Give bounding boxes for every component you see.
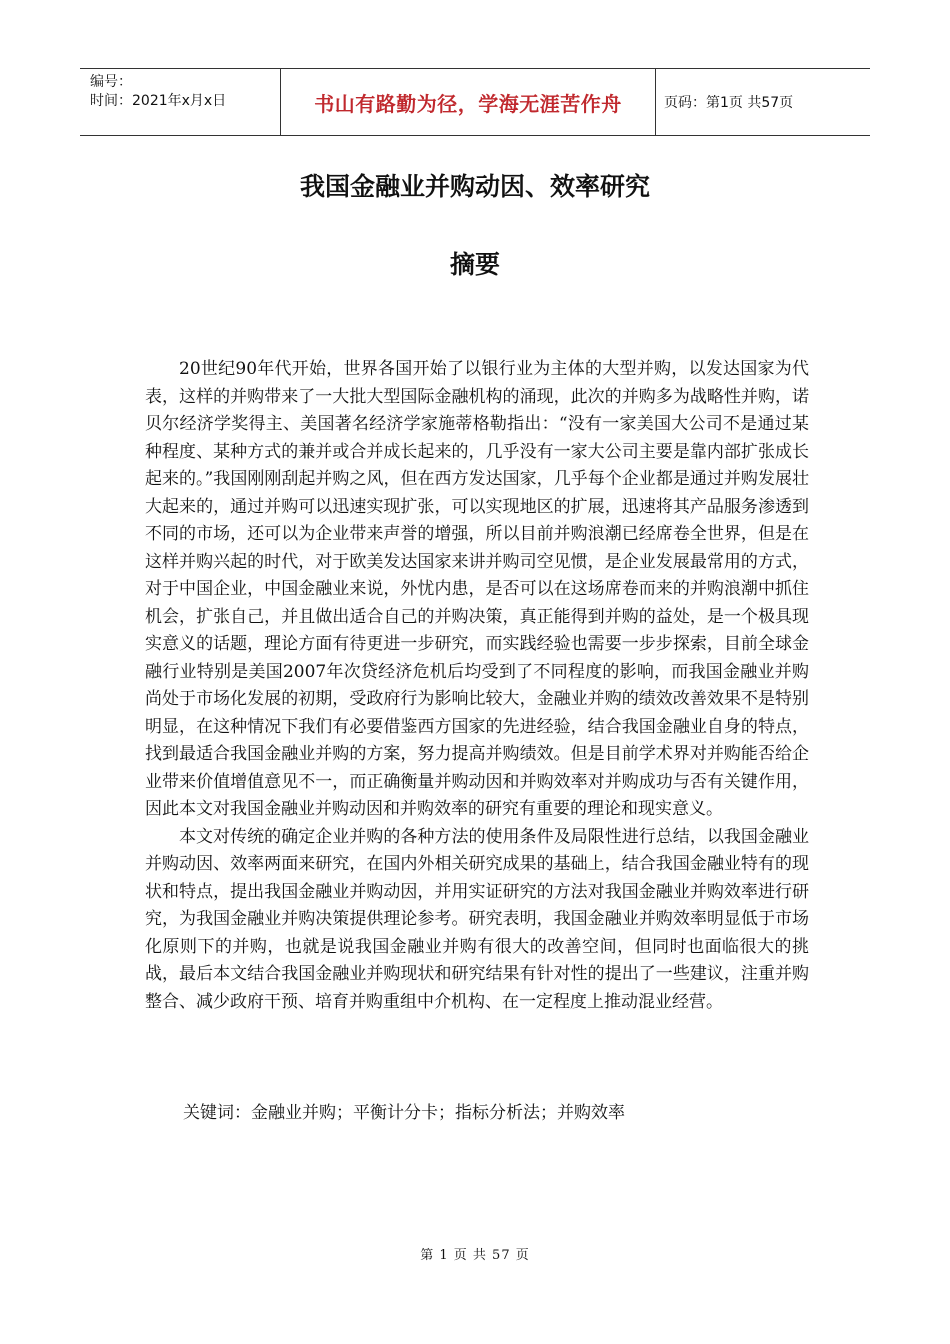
header-page-info: 页码：第1页 共57页 xyxy=(664,95,794,111)
document-title: 我国金融业并购动因、效率研究 xyxy=(299,172,650,201)
abstract-paragraph-1: 20世纪90年代开始，世界各国开始了以银行业为主体的大型并购，以发达国家为代表，这样的并购带来了一大批大型国际金融机构的涌现，此次的并购多为战略性并购，诺贝尔经济学奖得主、美国著名经济学家施蒂格勒指出：“没有一家美国大公司不是通过某种程度、某种方式的兼并或合并成长起来的，几乎没有一家大公司主要是靠内部扩张成长起来的。”我国刚刚刮起并购之风，但在西方发达国家，几乎每个企业都是通过并购发展壮大起来的，通过并购可以迅速实现扩张，可以实现地区的扩展，迅速将其产品服务渗透到不同的市场，还可以为企业带来声誉的增强，所以目前并购浪潮已经席卷全世界，但是在这样并购兴起的时代，对于欧美发达国家来讲并购司空见惯，是企业发展最常用的方式，对于中国企业，中国金融业来说，外忧内患，是否可以在这场席卷而来的并购浪潮中抓住机会，扩张自己，并且做出适合自己的并购决策，真正能得到并购的益处，是一个极具现实意义的话题，理论方面有待更进一步研究，而实践经验也需要一步步探索，目前全球金融行业特别是美国2007年次贷经济危机后均受到了不同程度的影响，而我国金融业并购尚处于市场化发展的初期，受政府行为影响比较大，金融业并购的绩效改善效果不是特别明显，在这种情况下我们有必要借鉴西方国家的先进经验，结合我国金融业自身的特点，找到最适合我国金融业并购的方案，努力提高并购绩效。但是目前学术界对并购能否给企业带来价值增值意见不一，而正确衡量并购动因和并购效率对并购成功与否有关键作用，因此本文对我国金融业并购动因和并购效率的研究有重要的理论和现实意义。 xyxy=(145,359,809,819)
date-label: 时间：2021年x月x日 xyxy=(90,93,227,109)
page-footer: 第 1 页 共 57 页 xyxy=(420,1248,530,1263)
header-meta xyxy=(80,69,281,135)
header-motto-cell xyxy=(281,69,656,135)
abstract-body xyxy=(145,356,809,1016)
number-label: 编号： xyxy=(90,74,132,90)
document-header xyxy=(80,68,870,136)
abstract-heading: 摘要 xyxy=(449,250,500,279)
abstract-paragraph-2: 本文对传统的确定企业并购的各种方法的使用条件及局限性进行总结，以我国金融业并购动因、效率两面来研究，在国内外相关研究成果的基础上，结合我国金融业特有的现状和特点，提出我国金融业并购动因，并用实证研究的方法对我国金融业并购效率进行研究，为我国金融业并购决策提供理论参考。研究表明，我国金融业并购效率明显低于市场化原则下的并购，也就是说我国金融业并购有很大的改善空间，但同时也面临很大的挑战，最后本文结合我国金融业并购现状和研究结果有针对性的提出了一些建议，注重并购整合、减少政府干预、培育并购重组中介机构、在一定程度上推动混业经营。 xyxy=(145,826,809,1012)
keywords-line: 关键词：金融业并购；平衡计分卡；指标分析法；并购效率 xyxy=(183,1103,625,1123)
header-motto: 书山有路勤为径，学海无涯苦作舟 xyxy=(314,91,622,116)
